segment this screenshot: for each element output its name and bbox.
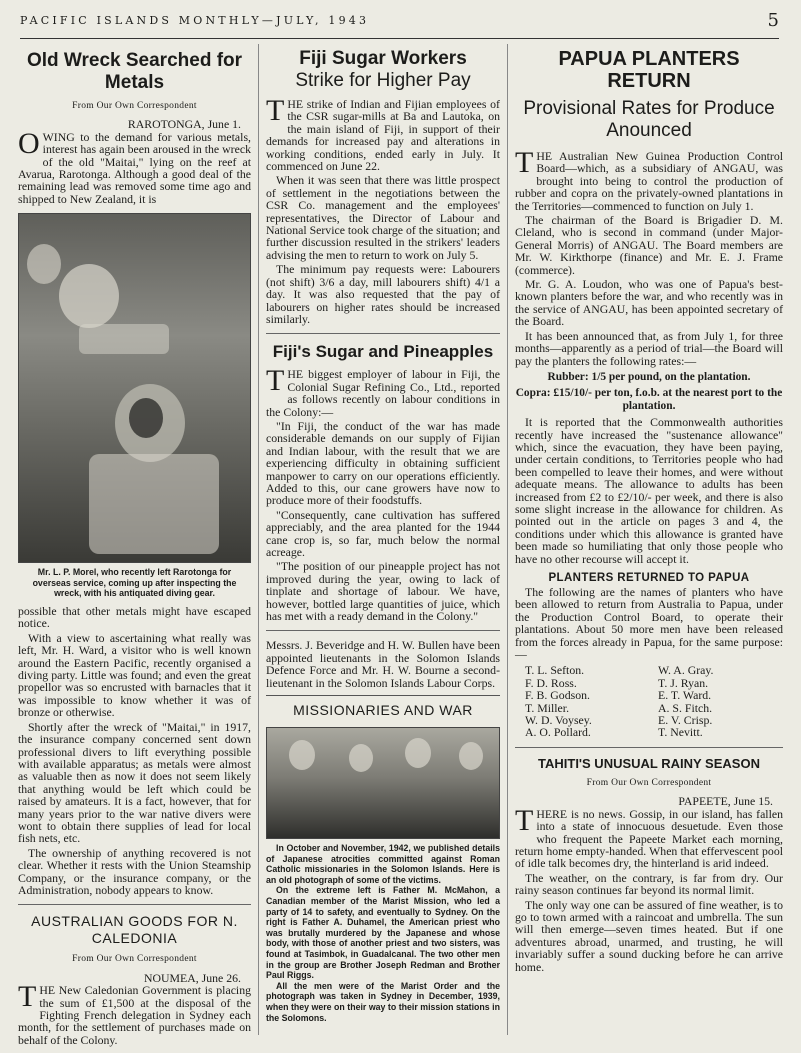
list-item: T. L. Sefton.: [525, 663, 585, 678]
planter-names-list: [525, 664, 783, 738]
column-1: [18, 44, 251, 1048]
paragraph-appointments: Messrs. J. Beveridge and H. W. Bullen have been appointed lieutenants in the Solomon Islands Defence Force and Mr. H. W. Bourne a second-lieutenant in the Solomon Islands Labour Corps.: [266, 638, 500, 690]
photo-missionaries: [266, 727, 500, 839]
column-2: [266, 44, 500, 1029]
article-title: MISSIONARIES AND WAR: [293, 702, 473, 719]
paragraph: When it was seen that there was little prospect of settlement in the negotiations between the CSR Co. management and the employees' representatives, the Director of Labour and National Service took charge of the situation; and further discussion resulted in the strikers' leaders advising the men to return to work on July 5.: [266, 173, 501, 262]
correspondent-line: From Our Own Correspondent: [72, 954, 197, 965]
article-title: Fiji Sugar Workers: [299, 48, 467, 69]
list-item: T. Miller.: [525, 700, 570, 715]
column-3: [515, 44, 783, 975]
list-item: E. T. Ward.: [658, 688, 712, 703]
correspondent-line: From Our Own Correspondent: [586, 777, 712, 788]
photo-diver: [18, 213, 251, 563]
article-australian-goods: [18, 913, 251, 1046]
divider: [266, 695, 500, 696]
list-item: A. O. Pollard.: [525, 725, 591, 740]
paragraph: "Consequently, cane cultivation has suffered appreciably, and the area planted for the 1944 cane crop is, so far, much below the normal acreage.: [266, 507, 500, 559]
drop-cap: T: [515, 146, 534, 179]
paragraph: The following are the names of planters who have been allowed to return from Australia to Papua, under the Production Control Board, to operate their plantations. About 50 more men have been released from the forces already in Papua, for the same purpose:—: [515, 585, 783, 662]
article-planters-returned: [515, 571, 783, 739]
paragraph: It has been announced that, as from July 1, for three months—apparently as a period of trial—the Board will pay the planters the following rates:—: [515, 328, 783, 368]
list-item: E. V. Crisp.: [658, 713, 713, 728]
paragraph: THE strike of Indian and Fijian employees of the CSR sugar-mills at Ba and Lautoka, on the main island of Fiji, in support of their demands for increased pay and alterations in working conditions, ended early in July. It commenced on June 22.: [266, 94, 500, 174]
paragraph: Mr. G. A. Loudon, who was one of Papua's best-known planters before the war, and who recently was in the service of ANGAU, has been appointed secretary of the Board.: [515, 277, 783, 329]
paragraph: OWING to the demand for various metals, interest has again been aroused in the wreck of the old "Maitai," lying on the reef at Avarua, Rarotonga. Although a good deal of the remaining lead was removed some time ago and shipped to New Zealand, it is: [18, 126, 251, 206]
rate-copra: Copra: £15/10/- per ton, f.o.b. at the nearest port to the plantation.: [515, 387, 783, 412]
article-subtitle: Provisional Rates for Produce Anounced: [523, 98, 775, 141]
divider: [515, 747, 783, 748]
page-number: 5: [767, 10, 779, 31]
paragraph: "The position of our pineapple project has not improved during the year, owing to lack of tinplate and shortage of labour. We have, however, bottled large quantities of juice, which has met with a ready demand in the Colony.": [266, 559, 500, 624]
paragraph: "In Fiji, the conduct of the war has made considerable demands on our supply of Fijian and Indian labour, with the result that we are experiencing difficulty in obtaining sufficient manpower to carry on our operations efficiently. Added to this, our cane growers have now to produce more of their foodstuffs.: [266, 418, 500, 508]
list-item: T. J. Ryan.: [658, 675, 709, 690]
article-missionaries: [266, 702, 500, 1023]
article-subtitle: Strike for Higher Pay: [295, 70, 471, 91]
photo-caption: In October and November, 1942, we published details of Japanese atrocities committed against Roman Catholic missionaries in the Solomon Islands. Here is an old photograph of some of the victims. On the extreme left is Father M. McMahon, a Canadian member of the Marist Mission, who led a party of 14 to safety, and eventually to Sydney. On the right is Father A. Duhamel, the American priest who was brutally murdered by the Japanese and whose body, with those of another priest and two sisters, was found at Tasimbok, in Guadalcanal. The two other men in the group are Brother Joseph Redman and Brother Paul Riggs. All the men were of the Marist Order and the photograph was taken in Sydney in December, 1939, when they were on their way to their mission stations in the Solomons.: [266, 843, 500, 1023]
paragraph: THERE is no news. Gossip, in our island, has fallen into a state of innocuous desuetude. Even those who frequent the Papeete Market each morning, return home empty-handed. When that effervescent pool of idle talk becomes dry, the hinterland is arid indeed.: [515, 803, 783, 871]
article-title: PAPUA PLANTERS RETURN: [558, 48, 740, 92]
drop-cap: T: [266, 94, 285, 127]
article-title: PLANTERS RETURNED TO PAPUA: [548, 572, 750, 584]
article-title: AUSTRALIAN GOODS FOR N. CALEDONIA: [31, 913, 238, 947]
paragraph: With a view to ascertaining what really was left, Mr. H. Ward, a visitor who is well known around the Eastern Pacific, recently organised a diving party. Little was found; and even the great propellor was so encrusted with barnacles that it was impossible to know whether it was of bronze or otherwise.: [18, 630, 251, 720]
article-fiji-strike: [266, 48, 500, 325]
column-rule-2: [507, 44, 508, 1035]
article-tahiti: [515, 756, 783, 973]
drop-cap: O: [18, 126, 40, 160]
paragraph: The ownership of anything recovered is not clear. Whether it rests with the Union Steamship Company, or the insurance company, or the Administration, nobody appears to know.: [18, 845, 251, 897]
paragraph: The minimum pay requests were: Labourers (not shift) 3/6 a day, mill labourers shift) 4/1 a day. It was also requested that the pay of labourers on higher rates should be increased similarly.: [266, 262, 500, 326]
divider: [18, 904, 251, 905]
dateline: RAROTONGA, June 1.: [127, 117, 241, 132]
paragraph: THE Australian New Guinea Production Control Board—which, as a subsidiary of ANGAU, was brought into being to control the production of rubber and copra on the privately-owned plantations in the Territories—commenced to function on July 1.: [515, 146, 783, 213]
list-item: W. A. Gray.: [658, 663, 714, 678]
masthead: [20, 10, 779, 39]
paragraph: The only way one can be assured of fine weather, is to go to town armed with a raincoat and umbrella. The sun will then emerge—seven times heated. But if one adventures abroad, unarmed, and trusting, he will invariably suffer a sound ducking before he can arrive home.: [515, 897, 783, 974]
paragraph: possible that other metals might have escaped notice.: [18, 604, 251, 631]
drop-cap: T: [18, 980, 37, 1014]
article-title: Fiji's Sugar and Pineapples: [272, 342, 494, 362]
paragraph: THE New Caledonian Government is placing the sum of £1,500 at the disposal of the Fighting French delegation in Sydney each month, for the settlement of purchases made on behalf of the Colony.: [18, 980, 251, 1047]
dateline: NOUMEA, June 26.: [144, 970, 241, 985]
article-title: TAHITI'S UNUSUAL RAINY SEASON: [538, 755, 760, 771]
divider: [266, 630, 500, 631]
article-old-wreck: [18, 50, 251, 896]
dateline: PAPEETE, June 15.: [678, 794, 773, 809]
article-papua-planters: [515, 48, 783, 565]
list-item: W. D. Voysey.: [525, 713, 592, 728]
paragraph: Shortly after the wreck of "Maitai," in 1917, the insurance company concerned sent down professional divers to lift everything possible with available apparatus; as metals were almost as valuable then as now it does not seem likely that anything would be left which could be raised by amateurs. It is a fact, however, that for many years prior to the war native divers were wont to obtain there supplies of lead for local fish nets, etc.: [18, 719, 251, 846]
paragraph: It is reported that the Commonwealth authorities recently have increased the "sustenance allowance" which, since the evacuation, they have been paying, under certain conditions, to Territories people who had been compelled to leave their homes, and were without adequate means. The allowance to adults has been increased from £2 to £2/10/- per week, and there is also some slight increase in the allowance for children. As pointed out in the article on pages 3 and 4, the conditions under which this allowance is granted have been made so humiliating that only those people who have no other recourse will accept it.: [515, 415, 783, 566]
list-item: T. Nevitt.: [658, 725, 703, 740]
masthead-title: PACIFIC ISLANDS MONTHLY—JULY, 1943: [20, 14, 370, 27]
article-fiji-pineapples: [266, 342, 500, 622]
column-rule-1: [258, 44, 259, 1035]
list-item: F. D. Ross.: [525, 675, 577, 690]
paragraph: THE biggest employer of labour in Fiji, the Colonial Sugar Refining Co., Ltd., reported as follows recently on labour conditions in the Colony:—: [266, 364, 500, 419]
rate-rubber: Rubber: 1/5 per pound, on the plantation.: [547, 370, 751, 383]
paragraph: The chairman of the Board is Brigadier D. M. Cleland, who is second in command (under Major-General Morris) of ANGAU. The Board members are Mr. W. Kirkthorpe (finance) and Mr. E. J. Frame (commerce).: [515, 213, 783, 277]
drop-cap: T: [266, 364, 285, 398]
correspondent-line: From Our Own Correspondent: [72, 101, 197, 111]
list-item: F. B. Godson.: [525, 688, 590, 703]
drop-cap: T: [515, 803, 534, 837]
photo-caption: Mr. L. P. Morel, who recently left Rarotonga for overseas service, coming up after inspecting the wreck, with his antiquated diving gear.: [32, 567, 237, 599]
list-item: A. S. Fitch.: [658, 700, 713, 715]
paragraph: The weather, on the contrary, is far from dry. Our rainy season continues far beyond its normal limit.: [515, 870, 783, 898]
divider: [266, 333, 500, 334]
article-title: Old Wreck Searched for Metals: [26, 50, 243, 93]
